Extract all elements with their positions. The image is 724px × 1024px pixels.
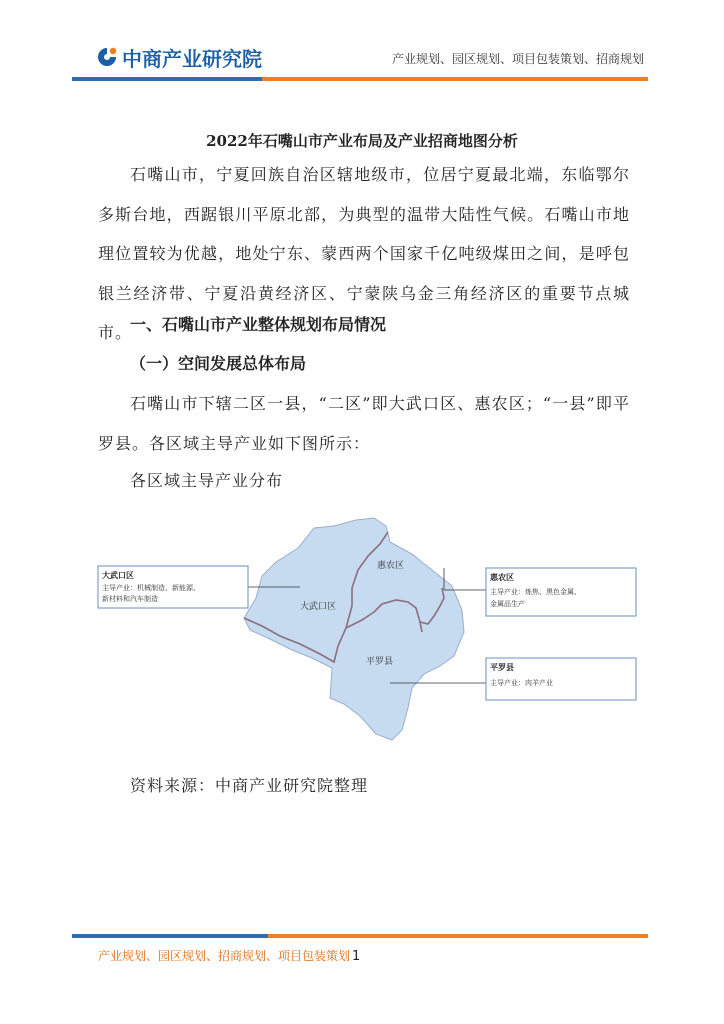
footer-rule-orange [268, 934, 648, 938]
header-tagline: 产业规划、园区规划、项目包装策划、招商规划 [391, 52, 644, 66]
map-label-huinong: 惠农区 [377, 561, 405, 571]
subsection-heading: （一）空间发展总体布局 [130, 354, 307, 373]
callout-dawukou-title: 大武口区 [102, 571, 134, 580]
footer-tagline: 产业规划、园区规划、招商规划、项目包装策划 [98, 949, 351, 963]
intro-text: 石嘴山市，宁夏回族自治区辖地级市，位居宁夏最北端，东临鄂尔多斯台地，西踞银川平原北部，为典型的温带大陆性气候。石嘴山市地理位置较为优越，地处宁东、蒙西两个国家千亿吨级煤田之间，是呼包银兰经济带、宁夏沿黄经济区、宁蒙陕乌金三角经济区的重要节点城市。 [98, 165, 630, 342]
callout-pingluo-title: 平罗县 [490, 663, 514, 672]
district-map [94, 508, 640, 744]
page-number: 1 [352, 949, 361, 964]
callout-huinong-text2: 金属品生产 [490, 600, 525, 608]
map-outline [244, 518, 464, 740]
section-heading: 一、石嘴山市产业整体规划布局情况 [130, 315, 387, 334]
callout-pingluo-text: 主导产业：肉羊产业 [490, 679, 553, 687]
header-rule-orange [262, 77, 648, 81]
callout-dawukou-text2: 新材料和汽车制造 [102, 595, 158, 603]
footer-rule-blue [72, 934, 268, 938]
body-text: 石嘴山市下辖二区一县，“二区”即大武口区、惠农区；“一县”即平罗县。各区域主导产业如下图所示： [98, 394, 630, 453]
brand-logo-icon [96, 46, 118, 68]
header-rule-blue [72, 77, 262, 81]
source-note: 资料来源：中商产业研究院整理 [130, 776, 369, 795]
brand-logo [96, 44, 262, 70]
body-paragraph [98, 384, 630, 463]
callout-huinong-title: 惠农区 [490, 573, 514, 582]
page-header [0, 0, 724, 84]
map-label-dawukou: 大武口区 [300, 602, 337, 612]
map-label-pingluo: 平罗县 [366, 657, 394, 667]
document-title: 2022年石嘴山市产业布局及产业招商地图分析 [206, 132, 518, 150]
callout-huinong-text: 主导产业：炼焦、黑色金属、 [490, 588, 581, 596]
brand-name: 中商产业研究院 [122, 46, 262, 71]
callout-dawukou-text: 主导产业：机械制造、新能源、 [102, 584, 200, 592]
page-footer [98, 947, 360, 964]
figure-caption: 各区域主导产业分布 [130, 471, 284, 490]
